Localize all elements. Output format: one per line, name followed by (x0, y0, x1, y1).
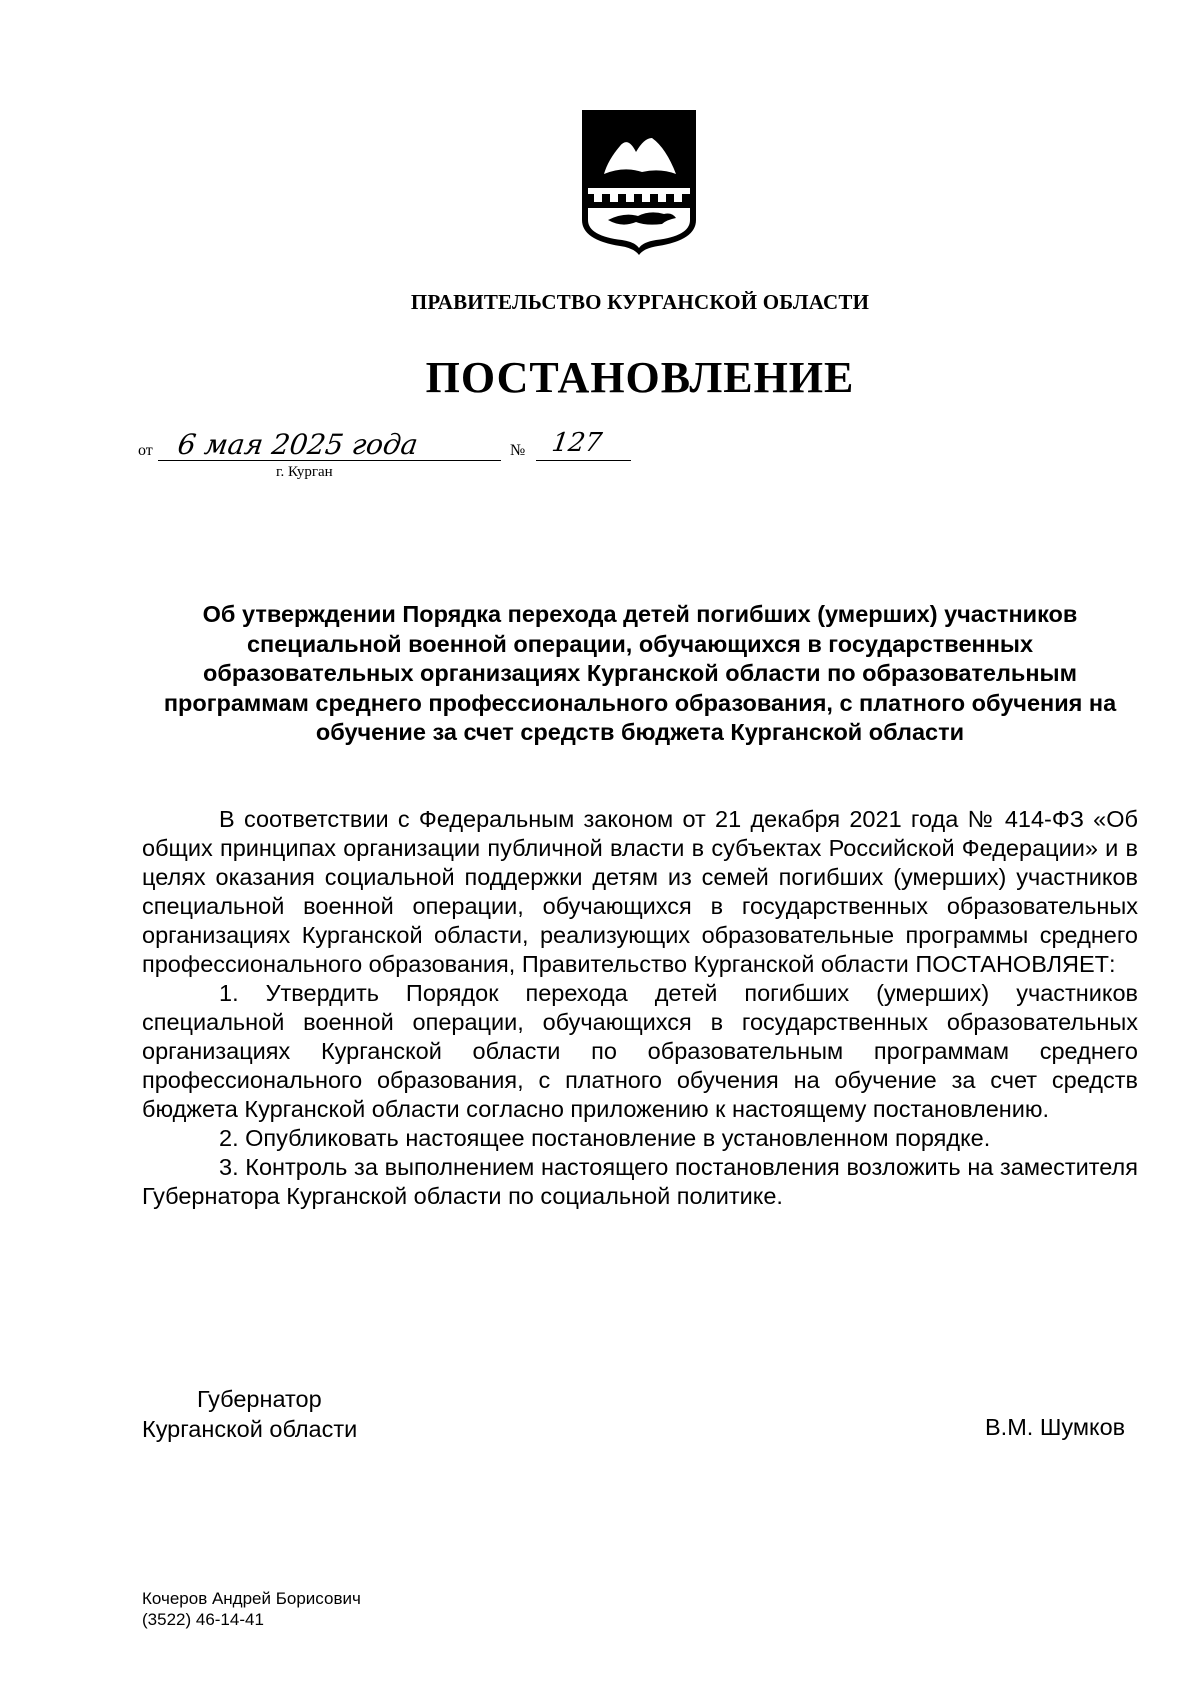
clause-2: 2. Опубликовать настоящее постановление в установленном порядке. (219, 1125, 991, 1151)
position-line-2: Курганской области (142, 1416, 358, 1442)
clause-3: 3. Контроль за выполнением настоящего постановления возложить на заместителя Губернатора Курганской области по социальной политике. (142, 1154, 1138, 1209)
city-label: г. Курган (276, 464, 333, 480)
document-type-heading: ПОСТАНОВЛЕНИЕ (425, 353, 855, 402)
clause-1: 1. Утвердить Порядок перехода детей погибших (умерших) участников специальной военной операции, обучающихся в государственных образовательных организациях Курганской области по образовательным программам среднего профессионального образования, с платного обучения на обучение за счет средств бюджета Курганской области согласно приложению к настоящему постановлению. (142, 980, 1138, 1122)
position-line-1: Губернатор (197, 1386, 322, 1412)
handwritten-number: 127 (549, 428, 604, 458)
coat-of-arms-emblem (580, 108, 698, 256)
signatory-position (142, 1384, 357, 1444)
handwritten-date: 6 мая 2025 года (175, 428, 420, 461)
executor-block (142, 1588, 361, 1630)
number-label: № (510, 442, 526, 459)
executor-phone: (3522) 46-14-41 (142, 1610, 264, 1629)
preamble-paragraph: В соответствии с Федеральным законом от 21 декабря 2021 года № 414-ФЗ «Об общих принципах организации публичной власти в субъектах Российской Федерации» и в целях оказания социальной поддержки детям из семей погибших (умерших) участников специальной военной операции, обучающихся в государственных образовательных организациях Курганской области, реализующих образовательные программы среднего профессионального образования, Правительство Курганской области ПОСТАНОВЛЯЕТ: (142, 806, 1138, 977)
document-title: Об утверждении Порядка перехода детей погибших (умерших) участников специальной военной операции, обучающихся в государственных образовательных организациях Курганской области по образовательным программам среднего профессионального образования, с платного обучения на обучение за счет средств бюджета Курганской области (163, 601, 1117, 745)
date-prefix-label: от (138, 442, 153, 459)
signatory-name: В.М. Шумков (985, 1414, 1126, 1440)
government-name: ПРАВИТЕЛЬСТВО КУРГАНСКОЙ ОБЛАСТИ (410, 290, 870, 314)
executor-name: Кочеров Андрей Борисович (142, 1589, 361, 1608)
number-underline (536, 460, 631, 461)
date-number-line (138, 428, 658, 488)
document-body (142, 805, 1138, 1211)
